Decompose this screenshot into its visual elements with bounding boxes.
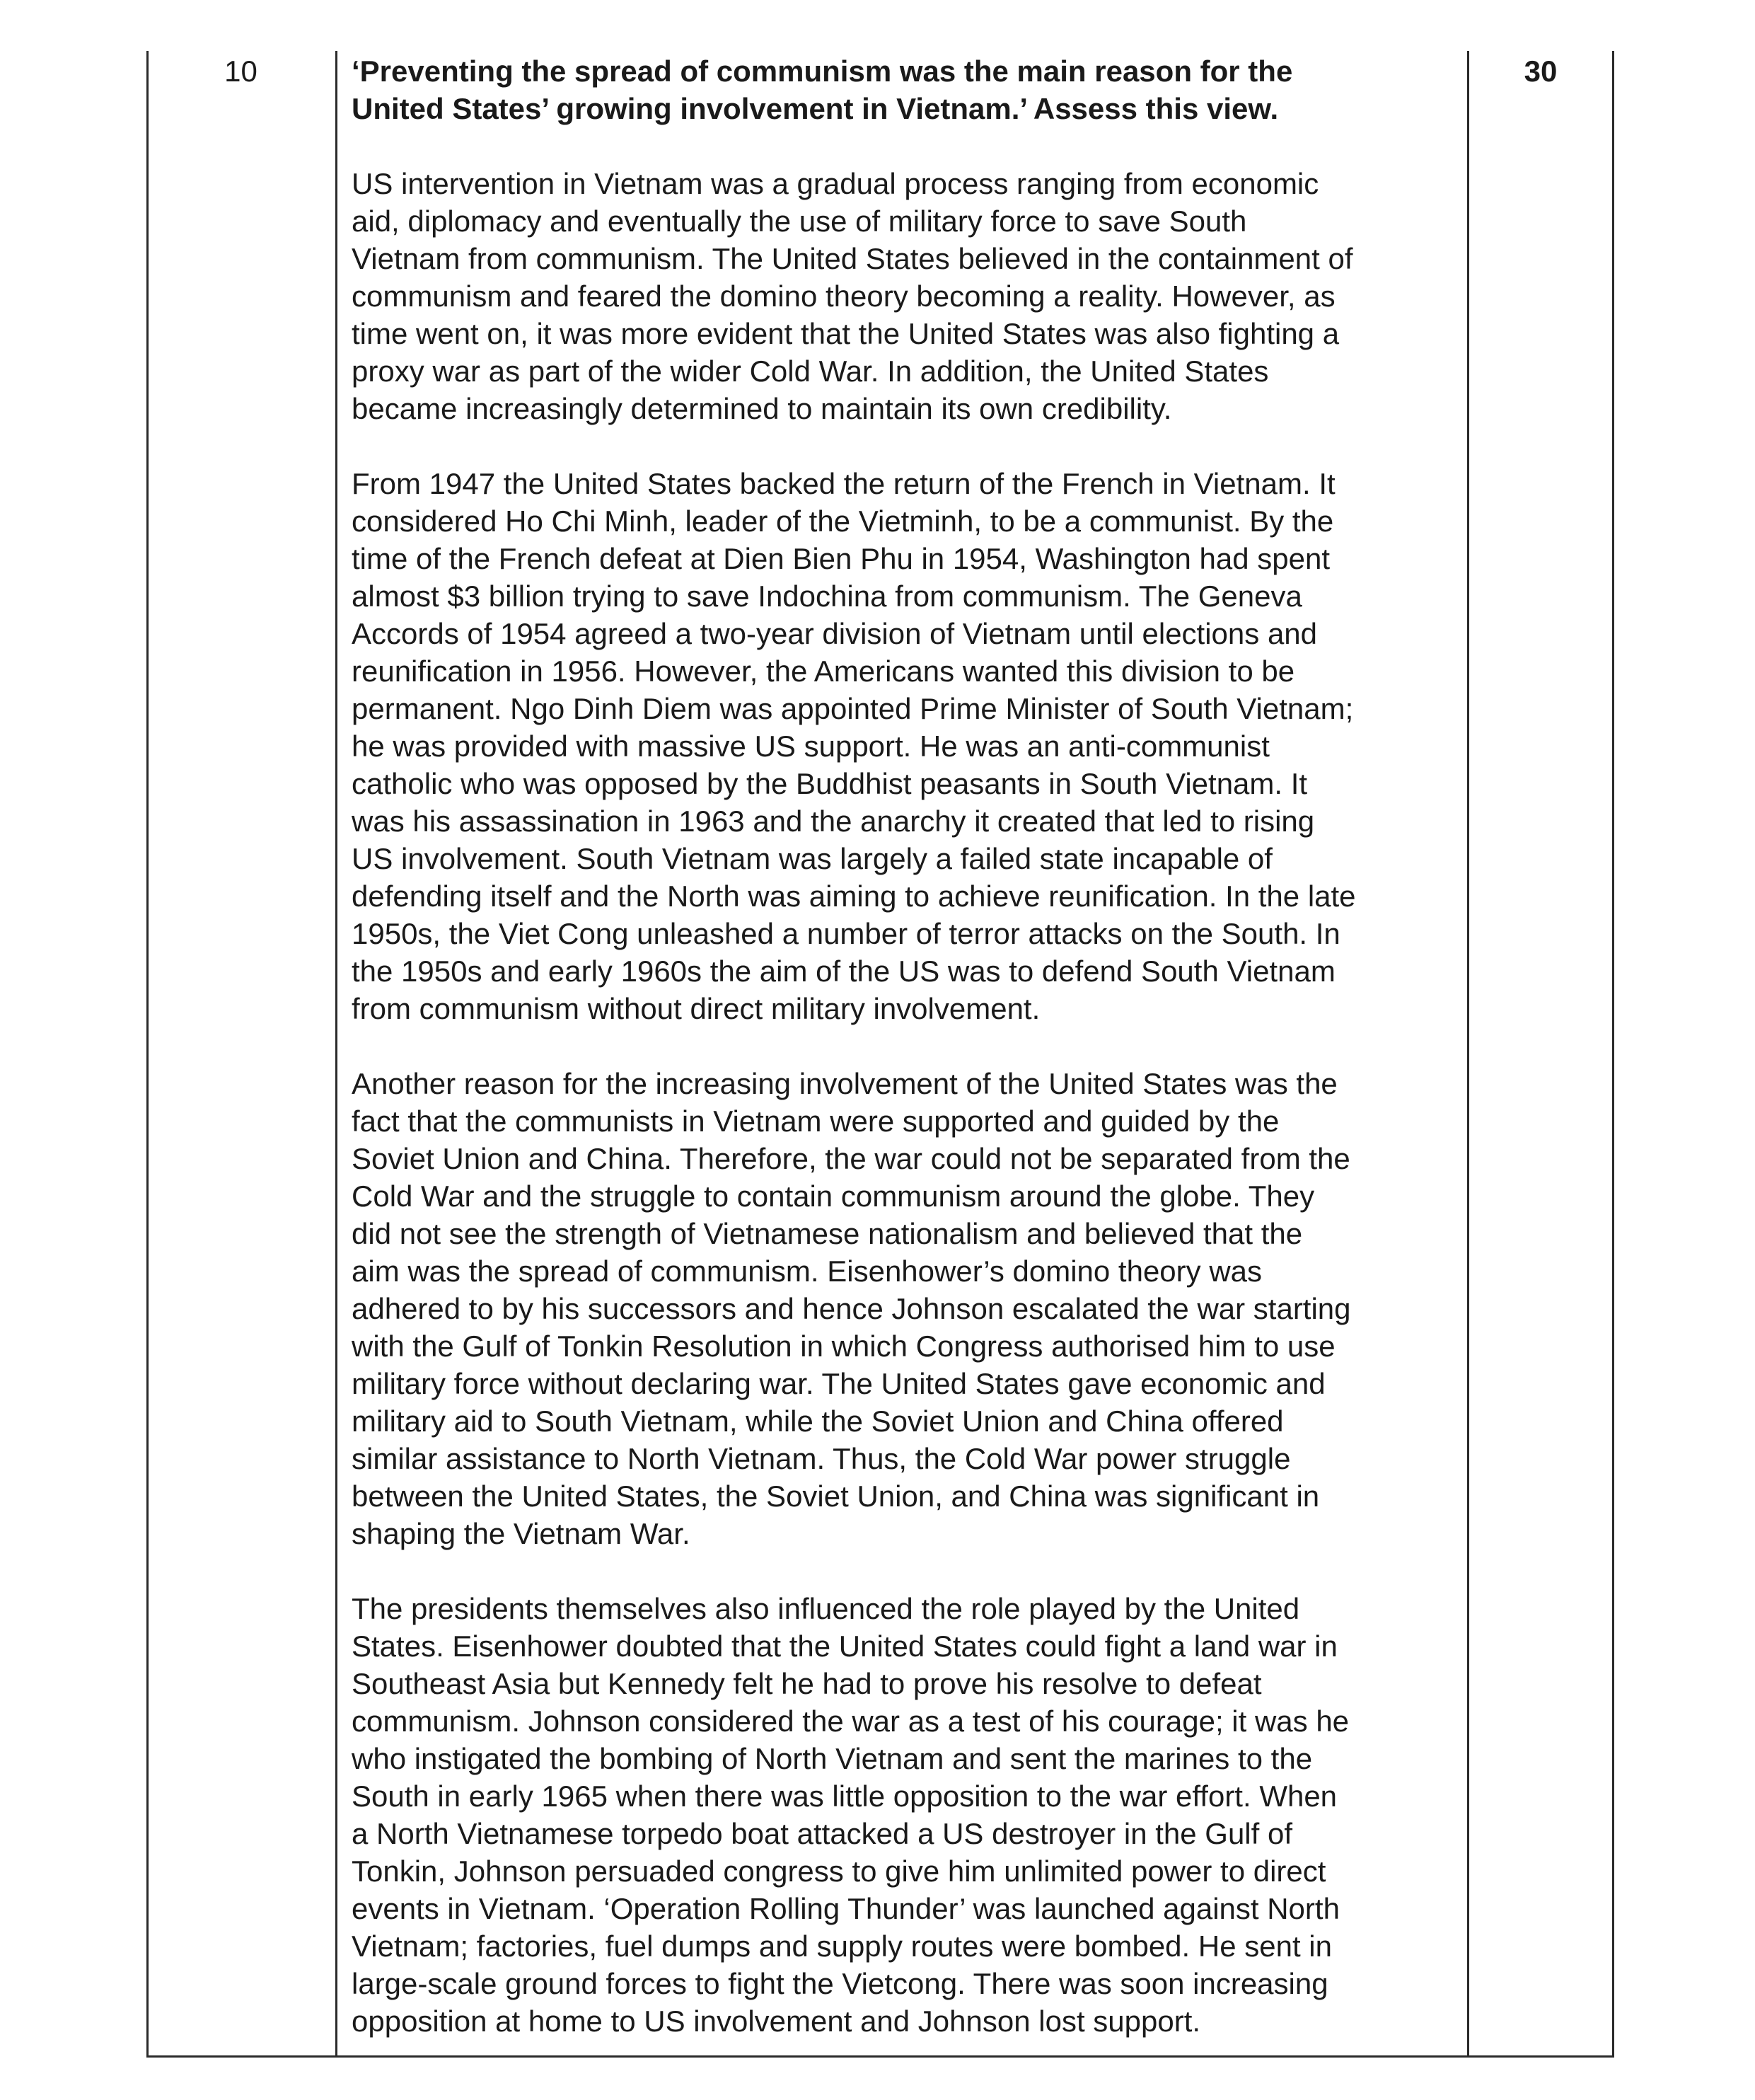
answer-paragraph-4: The presidents themselves also influenced the role played by the United States. Eisenhower doubted that the United States could fight a land war in Southeast Asia but Kennedy felt he had to prove his resolve to defeat communism. Johnson considered the war as a test of his courage; it was he who instigated the bombing of North Vietnam and sent the marines to the South in early 1965 when there was little opposition to the war effort. When a North Vietnamese torpedo boat attacked a US destroyer in the Gulf of Tonkin, Johnson persuaded congress to give him unlimited power to direct events in Vietnam. ‘Operation Rolling Thunder’ was launched against North Vietnam; factories, fuel dumps and supply routes were bombed. He sent in large-scale ground forces to fight the Vietcong. There was soon increasing opposition at home to US involvement and Johnson lost support. bbox=[352, 1592, 1350, 2038]
column-divider-question bbox=[335, 51, 337, 2058]
table-border-bottom bbox=[146, 2055, 1614, 2058]
answer-paragraph-3: Another reason for the increasing involvement of the United States was the fact that the communists in Vietnam were supported and guided by the Soviet Union and China. Therefore, the war could not be separated from the Cold War and the struggle to contain communism around the globe. They did not see the strength of Vietnamese nationalism and believed that the aim was the spread of communism. Eisenhower’s domino theory was adhered to by his successors and hence Johnson escalated the war starting with the Gulf of Tonkin Resolution in which Congress authorised him to use military force without declaring war. The United States gave economic and military aid to South Vietnam, while the Soviet Union and China offered similar assistance to North Vietnam. Thus, the Cold War power struggle between the United States, the Soviet Union, and China was significant in shaping the Vietnam War. bbox=[352, 1067, 1351, 1550]
question-number: 10 bbox=[224, 54, 257, 88]
question-prompt: ‘Preventing the spread of communism was the main reason for the United States’ growing involvement in Vietnam.’ Assess this view. bbox=[352, 54, 1293, 125]
table-border-left bbox=[146, 51, 149, 2058]
answer-cell bbox=[352, 52, 1462, 2040]
answer-paragraph-2: From 1947 the United States backed the return of the French in Vietnam. It considered Ho Chi Minh, leader of the Vietminh, to be a communist. By the time of the French defeat at Dien Bien Phu in 1954, Washington had spent almost $3 billion trying to save Indochina from communism. The Geneva Accords of 1954 agreed a two-year division of Vietnam until elections and reunification in 1956. However, the Americans wanted this division to be permanent. Ngo Dinh Diem was appointed Prime Minister of South Vietnam; he was provided with massive US support. He was an anti-communist catholic who was opposed by the Buddhist peasants in South Vietnam. It was his assassination in 1963 and the anarchy it created that led to rising US involvement. South Vietnam was largely a failed state incapable of defending itself and the North was aiming to achieve reunification. In the late 1950s, the Viet Cong unleashed a number of terror attacks on the South. In the 1950s and early 1960s the aim of the US was to defend South Vietnam from communism without direct military involvement. bbox=[352, 467, 1356, 1025]
answer-paragraph-1: US intervention in Vietnam was a gradual process ranging from economic aid, diplomacy and eventually the use of military force to save South Vietnam from communism. The United States believed in the containment of communism and feared the domino theory becoming a reality. However, as time went on, it was more evident that the United States was also fighting a proxy war as part of the wider Cold War. In addition, the United States became increasingly determined to maintain its own credibility. bbox=[352, 167, 1353, 425]
table-border-right bbox=[1612, 51, 1614, 2058]
marks-value: 30 bbox=[1524, 54, 1558, 88]
column-divider-marks bbox=[1467, 51, 1469, 2058]
